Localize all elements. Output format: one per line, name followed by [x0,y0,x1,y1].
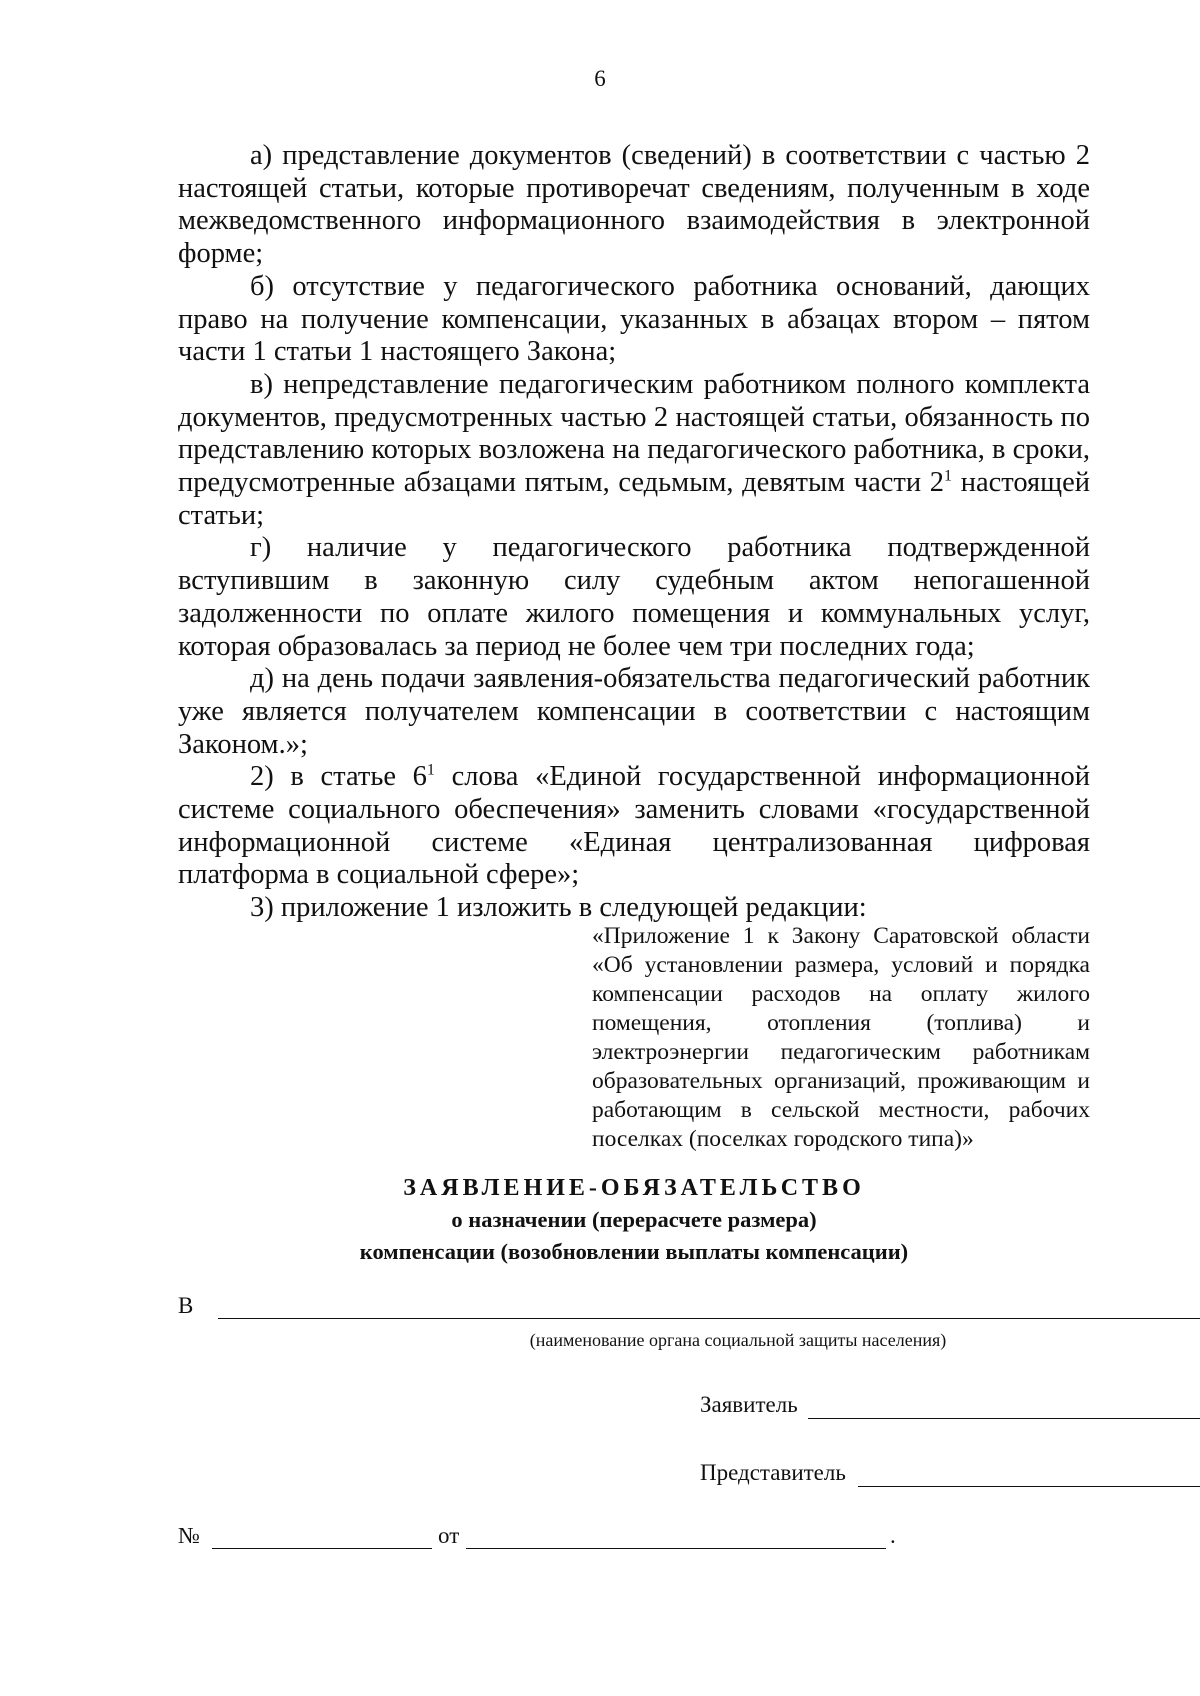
form-title-line3: компенсации (возобновлении выплаты компенсации) [359,1239,909,1264]
page-number: 6 [594,66,606,91]
body-text [178,140,1090,925]
item-2-tail: слова «Единой государственной информационной системе социального обеспечения» заменить словами «государственной информационной системе «Единая централизованная цифровая платформа в социальной сфере»; [178,761,1090,891]
date-field-line[interactable] [466,1548,886,1549]
superscript: 1 [426,761,435,779]
number-field-line[interactable] [212,1548,432,1549]
appendix-note: «Приложение 1 к Закону Саратовской области «Об установлении размера, условий и порядка компенсации расходов на оплату жилого помещения, отопления (топлива) и электроэнергии педагогическим работникам образовательных организаций, проживающим и работающим в сельской местности, рабочих поселках (поселках городского типа)» [592,923,1090,1152]
form-title-main: ЗАЯВЛЕНИЕ-ОБЯЗАТЕЛЬСТВО [403,1175,865,1201]
paragraph-v-tail: настоящей статьи; [178,467,1090,531]
paragraph-v [178,369,1090,533]
paragraph-a: а) представление документов (сведений) в соответствии с частью 2 настоящей статьи, которые противоречат сведениям, полученным в ходе межведомственного информационного взаимодействия в электронной форме; [178,140,1090,270]
form-title-line2: о назначении (перерасчете размера) [451,1207,817,1232]
paragraph-v-text: в) непредставление педагогическим работником полного комплекта документов, предусмотренных частью 2 настоящей статьи, обязанность по представлению которых возложена на педагогического работника, в сроки, предусмотренные абзацами пятым, седьмым, девятым части 2 [178,368,1090,499]
item-2-text: 2) в статье 6 [250,761,427,793]
paragraph-b: б) отсутствие у педагогического работника оснований, дающих право на получение компенсации, указанных в абзацах втором – пятом части 1 статьи 1 настоящего Закона; [178,270,1090,368]
applicant-label: Заявитель [700,1392,798,1417]
representative-label: Представитель [700,1460,846,1485]
to-field-caption: (наименование органа социальной защиты населения) [529,1330,947,1350]
to-field-line[interactable] [218,1318,1200,1319]
applicant-field-line[interactable] [808,1418,1200,1419]
to-label: В [178,1293,194,1318]
date-label: от [438,1523,460,1548]
number-label: № [178,1523,200,1548]
end-dot: . [890,1523,896,1548]
item-2 [178,761,1090,892]
superscript: 1 [944,467,953,485]
paragraph-d: д) на день подачи заявления-обязательства педагогический работник уже является получателем компенсации в соответствии с настоящим Законом.»; [178,663,1090,760]
representative-field-line[interactable] [858,1486,1200,1487]
item-3: 3) приложение 1 изложить в следующей редакции: [250,892,867,924]
paragraph-g: г) наличие у педагогического работника подтвержденной вступившим в законную силу судебным актом непогашенной задолженности по оплате жилого помещения и коммунальных услуг, которая образовалась за период не более чем три последних года; [178,532,1090,662]
form-title [178,1172,1090,1268]
